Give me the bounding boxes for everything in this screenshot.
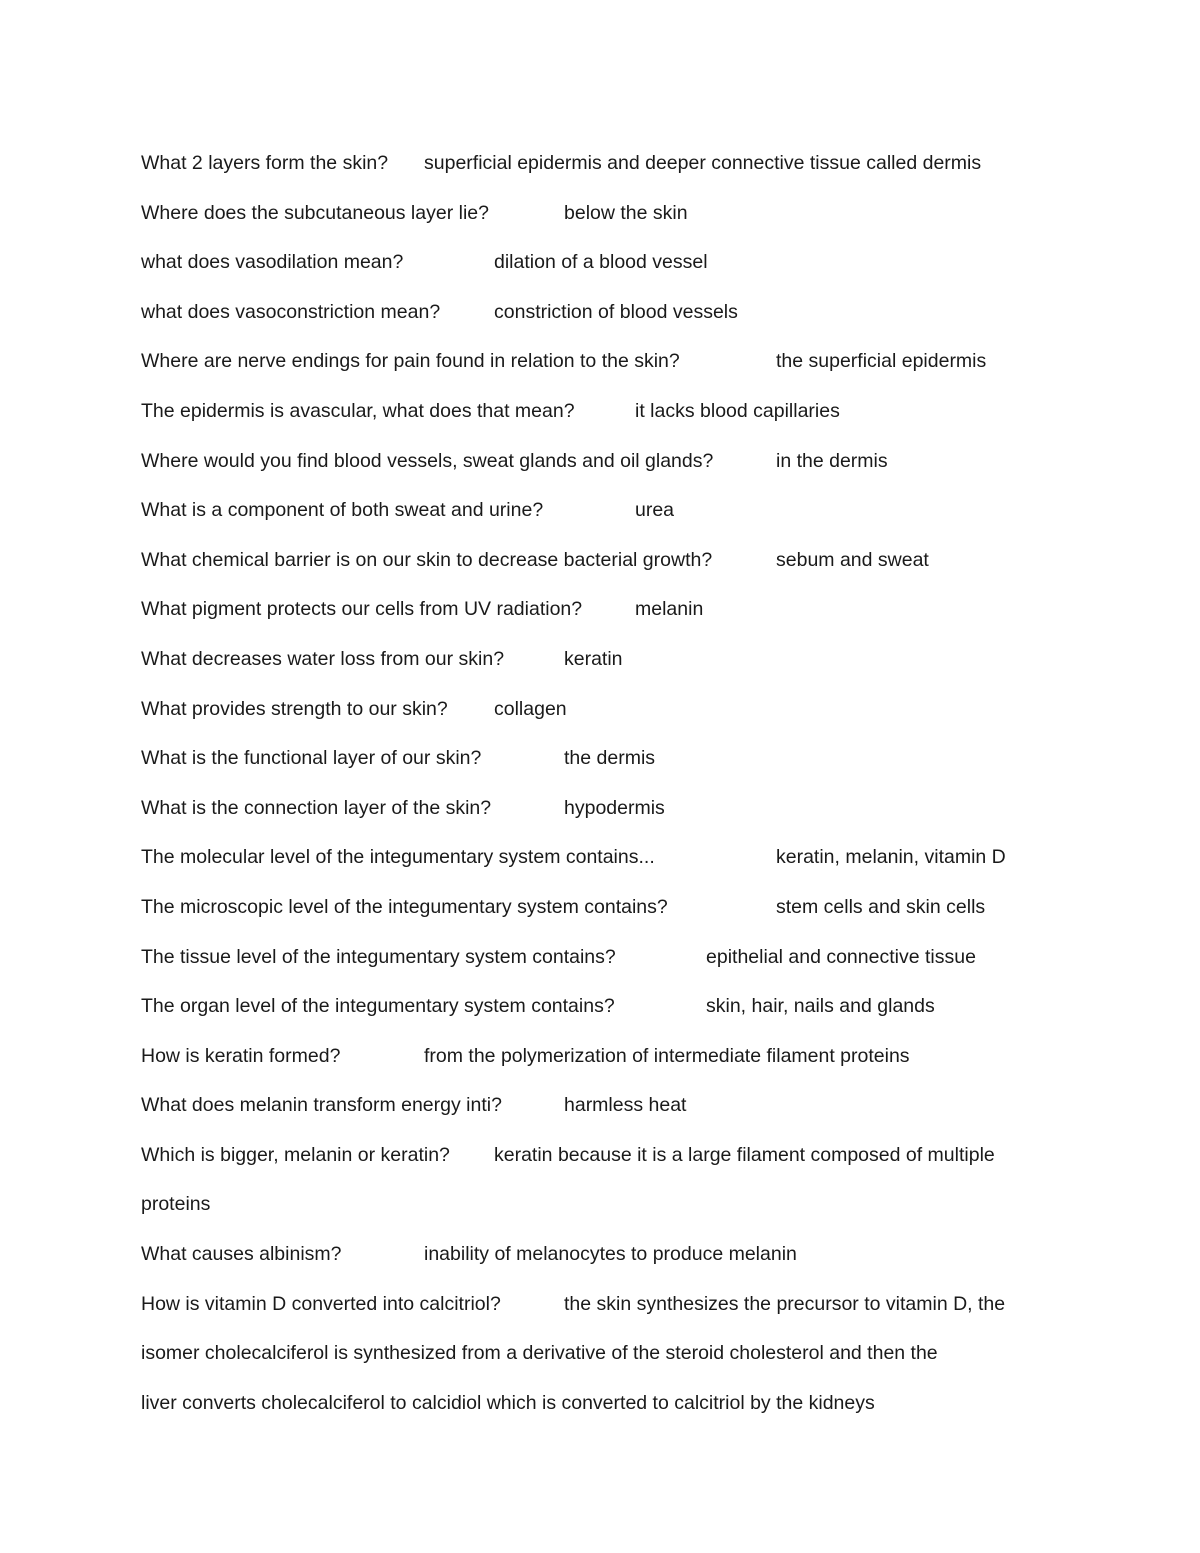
answer: urea xyxy=(635,499,675,522)
answer-continuation: liver converts cholecalciferol to calcidiol which is converted to calcitriol by the kidneys xyxy=(141,1391,875,1414)
question: What is a component of both sweat and urine? xyxy=(141,499,544,522)
qa-item xyxy=(141,585,1071,635)
question: what does vasodilation mean? xyxy=(141,251,404,274)
qa-item xyxy=(141,833,1071,883)
qa-item xyxy=(141,734,1071,784)
question: The molecular level of the integumentary system contains... xyxy=(141,846,655,869)
qa-item xyxy=(141,1032,1071,1082)
question: What is the functional layer of our skin? xyxy=(141,747,482,770)
question: What 2 layers form the skin? xyxy=(141,152,389,174)
question: The tissue level of the integumentary system contains? xyxy=(141,945,616,968)
answer: skin, hair, nails and glands xyxy=(706,995,935,1018)
qa-item xyxy=(141,536,1071,586)
qa-item xyxy=(141,387,1071,437)
qa-item xyxy=(141,1131,1071,1230)
question: How is vitamin D converted into calcitriol? xyxy=(141,1292,501,1315)
question: Where are nerve endings for pain found in relation to the skin? xyxy=(141,350,680,373)
qa-item xyxy=(141,982,1071,1032)
answer: collagen xyxy=(494,697,567,720)
qa-item xyxy=(141,1230,1071,1280)
question: What provides strength to our skin? xyxy=(141,697,448,720)
answer: from the polymerization of intermediate filament proteins xyxy=(424,1044,910,1067)
question: What decreases water loss from our skin? xyxy=(141,647,505,670)
question: The microscopic level of the integumentary system contains? xyxy=(141,895,668,918)
qa-list xyxy=(141,139,1071,1428)
qa-item xyxy=(141,139,1071,189)
answer: dilation of a blood vessel xyxy=(494,251,708,274)
answer-continuation: proteins xyxy=(141,1193,211,1216)
question: The epidermis is avascular, what does that mean? xyxy=(141,399,575,422)
qa-item xyxy=(141,337,1071,387)
answer: it lacks blood capillaries xyxy=(635,399,840,422)
answer: the dermis xyxy=(564,747,656,770)
qa-item xyxy=(141,635,1071,685)
answer: below the skin xyxy=(564,201,688,224)
qa-item xyxy=(141,933,1071,983)
qa-item xyxy=(141,883,1071,933)
answer: keratin because it is a large filament composed of multiple xyxy=(494,1143,995,1166)
answer: sebum and sweat xyxy=(776,548,929,571)
answer: constriction of blood vessels xyxy=(494,300,738,323)
qa-item xyxy=(141,1280,1071,1429)
answer-continuation: isomer cholecalciferol is synthesized from a derivative of the steroid cholesterol and then the xyxy=(141,1342,938,1365)
answer: melanin xyxy=(635,598,704,621)
question: What causes albinism? xyxy=(141,1243,342,1266)
answer: the superficial epidermis xyxy=(776,350,987,373)
answer: inability of melanocytes to produce melanin xyxy=(424,1243,797,1266)
answer: hypodermis xyxy=(564,796,665,819)
qa-item xyxy=(141,784,1071,834)
question: what does vasoconstriction mean? xyxy=(141,300,441,323)
answer: keratin xyxy=(564,647,623,670)
question: How is keratin formed? xyxy=(141,1044,341,1067)
question: Where does the subcutaneous layer lie? xyxy=(141,201,489,224)
answer: harmless heat xyxy=(564,1094,687,1117)
qa-item xyxy=(141,189,1071,239)
question: Which is bigger, melanin or keratin? xyxy=(141,1143,450,1166)
answer: the skin synthesizes the precursor to vitamin D, the xyxy=(564,1292,1006,1315)
answer: epithelial and connective tissue xyxy=(706,945,976,968)
question: What pigment protects our cells from UV radiation? xyxy=(141,598,583,621)
answer: superficial epidermis and deeper connective tissue called dermis xyxy=(424,152,982,174)
qa-item xyxy=(141,486,1071,536)
question: The organ level of the integumentary system contains? xyxy=(141,995,615,1018)
qa-item xyxy=(141,1081,1071,1131)
answer: in the dermis xyxy=(776,449,888,472)
answer: stem cells and skin cells xyxy=(776,895,986,918)
question: Where would you find blood vessels, sweat glands and oil glands? xyxy=(141,449,714,472)
question: What chemical barrier is on our skin to decrease bacterial growth? xyxy=(141,548,713,571)
qa-item xyxy=(141,238,1071,288)
qa-item xyxy=(141,437,1071,487)
answer: keratin, melanin, vitamin D xyxy=(776,846,1006,869)
qa-item xyxy=(141,288,1071,338)
question: What does melanin transform energy inti? xyxy=(141,1094,502,1117)
question: What is the connection layer of the skin? xyxy=(141,796,492,819)
qa-item xyxy=(141,685,1071,735)
